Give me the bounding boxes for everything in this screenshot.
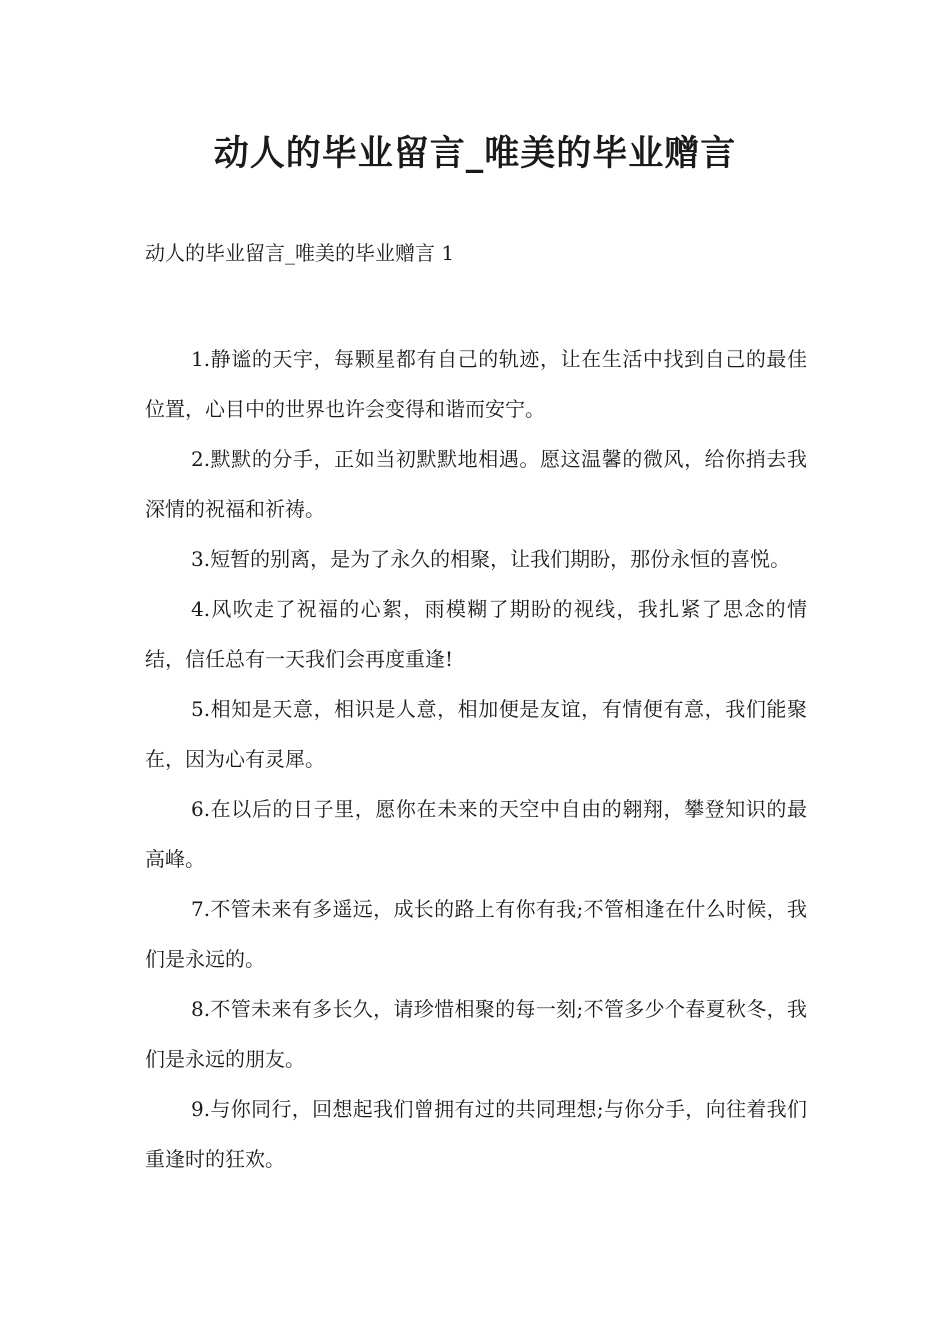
document-body	[145, 334, 807, 1184]
paragraph-2: 2.默默的分手，正如当初默默地相遇。愿这温馨的微风，给你捎去我深情的祝福和祈祷。	[145, 447, 807, 521]
paragraph-5: 5.相知是天意，相识是人意，相加便是友谊，有情便有意，我们能聚在，因为心有灵犀。	[145, 697, 807, 771]
paragraph-9: 9.与你同行，回想起我们曾拥有过的共同理想;与你分手，向往着我们重逢时的狂欢。	[145, 1097, 807, 1171]
paragraph-3: 3.短暂的别离，是为了永久的相聚，让我们期盼，那份永恒的喜悦。	[191, 547, 791, 571]
document-title: 动人的毕业留言_唯美的毕业赠言	[213, 133, 737, 174]
paragraph-6: 6.在以后的日子里，愿你在未来的天空中自由的翱翔，攀登知识的最高峰。	[145, 797, 807, 871]
paragraph-8: 8.不管未来有多长久，请珍惜相聚的每一刻;不管多少个春夏秋冬，我们是永远的朋友。	[145, 997, 807, 1071]
paragraph-4: 4.风吹走了祝福的心絮，雨模糊了期盼的视线，我扎紧了思念的情结，信任总有一天我们会再度重逢!	[145, 597, 807, 671]
paragraph-1: 1.静谧的天宇，每颗星都有自己的轨迹，让在生活中找到自己的最佳位置，心目中的世界也许会变得和谐而安宁。	[145, 347, 807, 421]
section-heading: 动人的毕业留言_唯美的毕业赠言 1	[145, 241, 455, 265]
paragraph-7: 7.不管未来有多遥远，成长的路上有你有我;不管相逢在什么时候，我们是永远的。	[145, 897, 807, 971]
